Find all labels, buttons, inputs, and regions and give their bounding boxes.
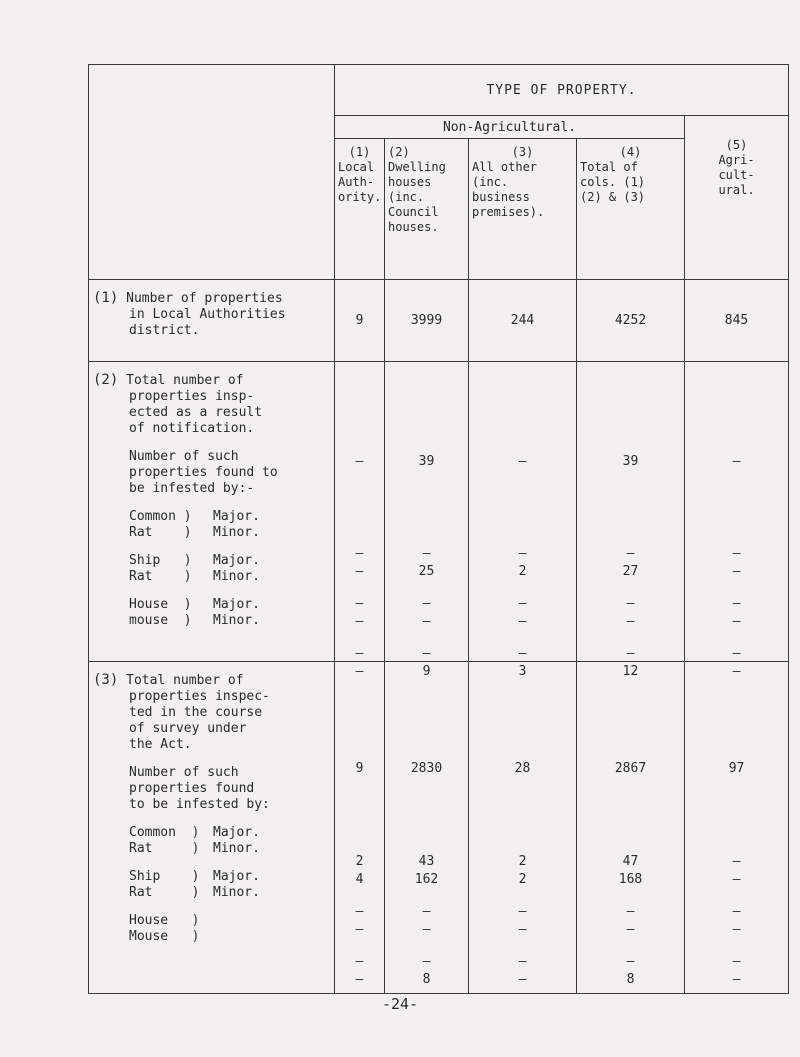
section3-row-value: – — [518, 904, 527, 919]
section2-row-value: – — [518, 546, 527, 561]
section3-total-value: 2867 — [614, 761, 647, 776]
section3-row-value: 168 — [618, 872, 643, 887]
section3-row-value: – — [732, 904, 741, 919]
section2-label: (2) Total number of properties insp- ected as a result of notification. Number of such properties found to be infested by:- Common ) Major. Rat ) Minor. Ship ) Major. Rat ) Minor. House ) Major. mouse ) Minor. — [89, 362, 335, 662]
section2-row-value: – — [355, 564, 364, 579]
section3-row-value: – — [518, 922, 527, 937]
section2-row-value: – — [422, 614, 431, 629]
section3-row-value: 8 — [626, 972, 635, 987]
section3-row-value: – — [626, 922, 635, 937]
s3-row-ship-rat-minor: Rat ) Minor. — [129, 885, 260, 900]
s3-row-house-mouse-1: House ) — [129, 913, 200, 928]
section3-row-value: – — [355, 972, 364, 987]
section2-row-value: – — [732, 546, 741, 561]
section2-row-value: 25 — [418, 564, 435, 579]
col4-heading: (4) Total of cols. (1) (2) & (3) — [577, 139, 685, 280]
section2-total-value: – — [732, 454, 741, 469]
section2-row-value: 27 — [622, 564, 639, 579]
section1-col3: 244 — [469, 280, 577, 362]
section2-row-value: – — [422, 646, 431, 661]
section2-row-value: – — [422, 596, 431, 611]
section3-col3 — [469, 662, 577, 994]
section3-row-value: 2 — [355, 854, 364, 869]
section3-row-value: 43 — [418, 854, 435, 869]
section3-row-value: – — [518, 954, 527, 969]
section2-total-value: 39 — [418, 454, 435, 469]
col1-heading: (1) Local Auth- ority. — [335, 139, 385, 280]
section3-col4 — [577, 662, 685, 994]
section3-total-value: 2830 — [410, 761, 443, 776]
section3-row-value: 8 — [422, 972, 431, 987]
section3-row-value: – — [732, 954, 741, 969]
section2-row-value: – — [732, 646, 741, 661]
section3-total-value: 97 — [728, 761, 745, 776]
section2-total-value: – — [355, 454, 364, 469]
section2-row-value: – — [355, 646, 364, 661]
section3-row-value: 2 — [518, 854, 527, 869]
non-agricultural-heading: Non-Agricultural. — [335, 116, 685, 139]
section1-col1: 9 — [335, 280, 385, 362]
s2-row-common-rat-minor: Rat ) Minor. — [129, 525, 260, 540]
section2-row-value: 3 — [518, 664, 527, 679]
section3-row-value: 4 — [355, 872, 364, 887]
section2-col2 — [385, 362, 469, 679]
section3-total-value: 28 — [514, 761, 531, 776]
section2-row-value: – — [355, 614, 364, 629]
section2-row-value: – — [732, 664, 741, 679]
section3-row-value: – — [626, 954, 635, 969]
section2-row-value: – — [355, 596, 364, 611]
section3-total-value: 9 — [355, 761, 364, 776]
section1-label: (1) Number of properties in Local Authorities district. — [89, 280, 335, 362]
section3-row-value: – — [732, 872, 741, 887]
section3-col5 — [685, 662, 789, 994]
section2-row-value: – — [626, 646, 635, 661]
section3-row-value: – — [732, 922, 741, 937]
section2-row-value: 2 — [518, 564, 527, 579]
section2-col3 — [469, 362, 577, 679]
section2-row-value: – — [626, 546, 635, 561]
section2-col1 — [335, 362, 385, 679]
section2-col4 — [577, 362, 685, 679]
section3-row-value: – — [355, 954, 364, 969]
s3-row-common-rat-minor: Rat ) Minor. — [129, 841, 260, 856]
section3-col2 — [385, 662, 469, 994]
section3-label: (3) Total number of properties inspec- ted in the course of survey under the Act. Number of such properties found to be infested by: Common ) Major. Rat ) Minor. Ship ) Major. Rat ) Minor. House ) Mouse ) — [89, 662, 335, 994]
s3-row-common-rat-major: Common ) Major. — [129, 825, 260, 840]
section2-row-value: – — [518, 646, 527, 661]
section2-row-value: – — [732, 596, 741, 611]
rodent-inspection-table — [88, 64, 788, 987]
section2-total-value: – — [518, 454, 527, 469]
s3-row-ship-rat-major: Ship ) Major. — [129, 869, 260, 884]
section3-row-value: 162 — [414, 872, 439, 887]
section2-row-value: – — [355, 546, 364, 561]
section2-total-value: 39 — [622, 454, 639, 469]
s2-row-house-mouse-minor: mouse ) Minor. — [129, 613, 260, 628]
s2-row-common-rat-major: Common ) Major. — [129, 509, 260, 524]
section1-col2: 3999 — [385, 280, 469, 362]
section3-row-value: – — [355, 904, 364, 919]
s2-row-ship-rat-minor: Rat ) Minor. — [129, 569, 260, 584]
section3-row-value: 2 — [518, 872, 527, 887]
section2-col5 — [685, 362, 789, 679]
section3-col1 — [335, 662, 385, 994]
section2-row-value: – — [422, 546, 431, 561]
section3-row-value: – — [518, 972, 527, 987]
section3-row-value: – — [422, 954, 431, 969]
s2-row-ship-rat-major: Ship ) Major. — [129, 553, 260, 568]
section3-row-value: – — [422, 904, 431, 919]
section2-row-value: – — [626, 596, 635, 611]
col5-heading: (5) Agri- cult- ural. — [685, 116, 789, 280]
blank-corner-cell — [89, 65, 335, 280]
section2-row-value: 12 — [622, 664, 639, 679]
section3-row-value: – — [732, 972, 741, 987]
col2-heading: (2) Dwelling houses (inc. Council houses. — [385, 139, 469, 280]
section2-row-value: – — [518, 614, 527, 629]
s3-row-house-mouse-2: Mouse ) — [129, 929, 200, 944]
section2-row-value: – — [518, 596, 527, 611]
section2-row-value: – — [626, 614, 635, 629]
section2-row-value: 9 — [422, 664, 431, 679]
section3-row-value: 47 — [622, 854, 639, 869]
section3-row-value: – — [422, 922, 431, 937]
section1-col4: 4252 — [577, 280, 685, 362]
section2-row-value: – — [355, 664, 364, 679]
section2-row-value: – — [732, 564, 741, 579]
s2-row-house-mouse-major: House ) Major. — [129, 597, 260, 612]
section1-col5: 845 — [685, 280, 789, 362]
section3-row-value: – — [626, 904, 635, 919]
page-number: -24- — [381, 995, 419, 1013]
section2-row-value: – — [732, 614, 741, 629]
type-of-property-heading: TYPE OF PROPERTY. — [335, 65, 789, 116]
section3-row-value: – — [732, 854, 741, 869]
section3-row-value: – — [355, 922, 364, 937]
col3-heading: (3) All other (inc. business premises). — [469, 139, 577, 280]
